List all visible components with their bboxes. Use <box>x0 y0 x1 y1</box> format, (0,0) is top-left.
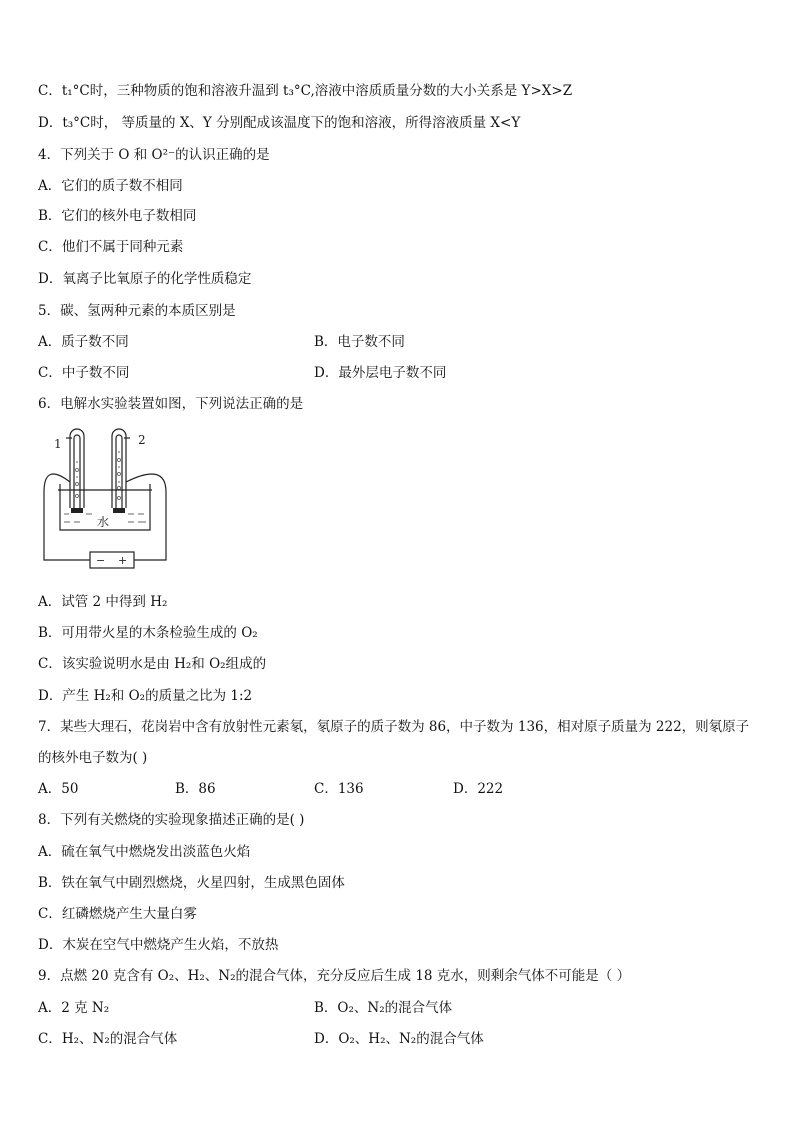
option-d-previous: D．t₃°C时， 等质量的 X、Y 分别配成该温度下的饱和溶液，所得溶液质量 X<Y <box>38 115 521 131</box>
water-label: 水 <box>97 515 110 529</box>
q9-option-c: C．H₂、N₂的混合气体 <box>38 1031 178 1047</box>
q8-option-b: B．铁在氧气中剧烈燃烧，火星四射，生成黑色固体 <box>38 875 345 891</box>
q5-option-b: B．电子数不同 <box>314 334 405 350</box>
question-6: 6．电解水实验装置如图，下列说法正确的是 <box>38 396 304 412</box>
tube-2-label: 2 <box>138 433 146 447</box>
q7-option-c: C．136 <box>314 781 364 797</box>
electrode-2 <box>113 508 125 513</box>
q6-option-a: A．试管 2 中得到 H₂ <box>38 594 168 610</box>
electrode-1 <box>71 508 83 513</box>
option-c-previous: C．t₁°C时，三种物质的饱和溶液升温到 t₃°C,溶液中溶质质量分数的大小关系是 Y>X>Z <box>38 83 573 99</box>
test-tube-2 <box>112 429 126 508</box>
q6-option-d: D．产生 H₂和 O₂的质量之比为 1:2 <box>38 688 253 704</box>
question-9: 9．点燃 20 克含有 O₂、H₂、N₂的混合气体，充分反应后生成 18 克水，则剩余气体不可能是（ ） <box>38 968 631 984</box>
tube-1-label: 1 <box>54 437 62 451</box>
q4-option-b: B．它们的核外电子数相同 <box>38 208 197 224</box>
question-7-line-2: 的核外电子数为( ) <box>38 750 148 766</box>
q9-option-a: A．2 克 N₂ <box>38 1000 110 1016</box>
electrolysis-apparatus-figure <box>40 422 170 577</box>
q6-option-b: B．可用带火星的木条检验生成的 O₂ <box>38 625 258 641</box>
question-7-line-1: 7．某些大理石，花岗岩中含有放射性元素氡，氡原子的质子数为 86，中子数为 136，相对原子质量为 222，则氡原子 <box>38 719 750 735</box>
question-5: 5．碳、氢两种元素的本质区别是 <box>38 303 236 319</box>
q7-option-d: D．222 <box>453 781 504 797</box>
q4-option-c: C．他们不属于同种元素 <box>38 239 184 255</box>
question-4: 4．下列关于 O 和 O²⁻的认识正确的是 <box>38 147 270 163</box>
q9-option-d: D．O₂、H₂、N₂的混合气体 <box>314 1031 484 1047</box>
q9-option-b: B．O₂、N₂的混合气体 <box>314 1000 453 1016</box>
q7-option-b: B．86 <box>175 781 216 797</box>
q4-option-d: D．氧离子比氧原子的化学性质稳定 <box>38 271 252 287</box>
q7-option-a: A．50 <box>38 781 79 797</box>
q6-option-c: C．该实验说明水是由 H₂和 O₂组成的 <box>38 656 267 672</box>
plus-sign: + <box>118 554 128 567</box>
q4-option-a: A．它们的质子数不相同 <box>38 178 183 194</box>
q8-option-d: D．木炭在空气中燃烧产生火焰，不放热 <box>38 937 279 953</box>
q8-option-c: C．红磷燃烧产生大量白雾 <box>38 906 197 922</box>
q5-option-a: A．质子数不同 <box>38 334 129 350</box>
q5-option-d: D．最外层电子数不同 <box>314 365 447 381</box>
question-8: 8．下列有关燃烧的实验现象描述正确的是( ) <box>38 812 305 828</box>
minus-sign: − <box>96 554 106 567</box>
q5-option-c: C．中子数不同 <box>38 365 130 381</box>
q8-option-a: A．硫在氧气中燃烧发出淡蓝色火焰 <box>38 844 251 860</box>
